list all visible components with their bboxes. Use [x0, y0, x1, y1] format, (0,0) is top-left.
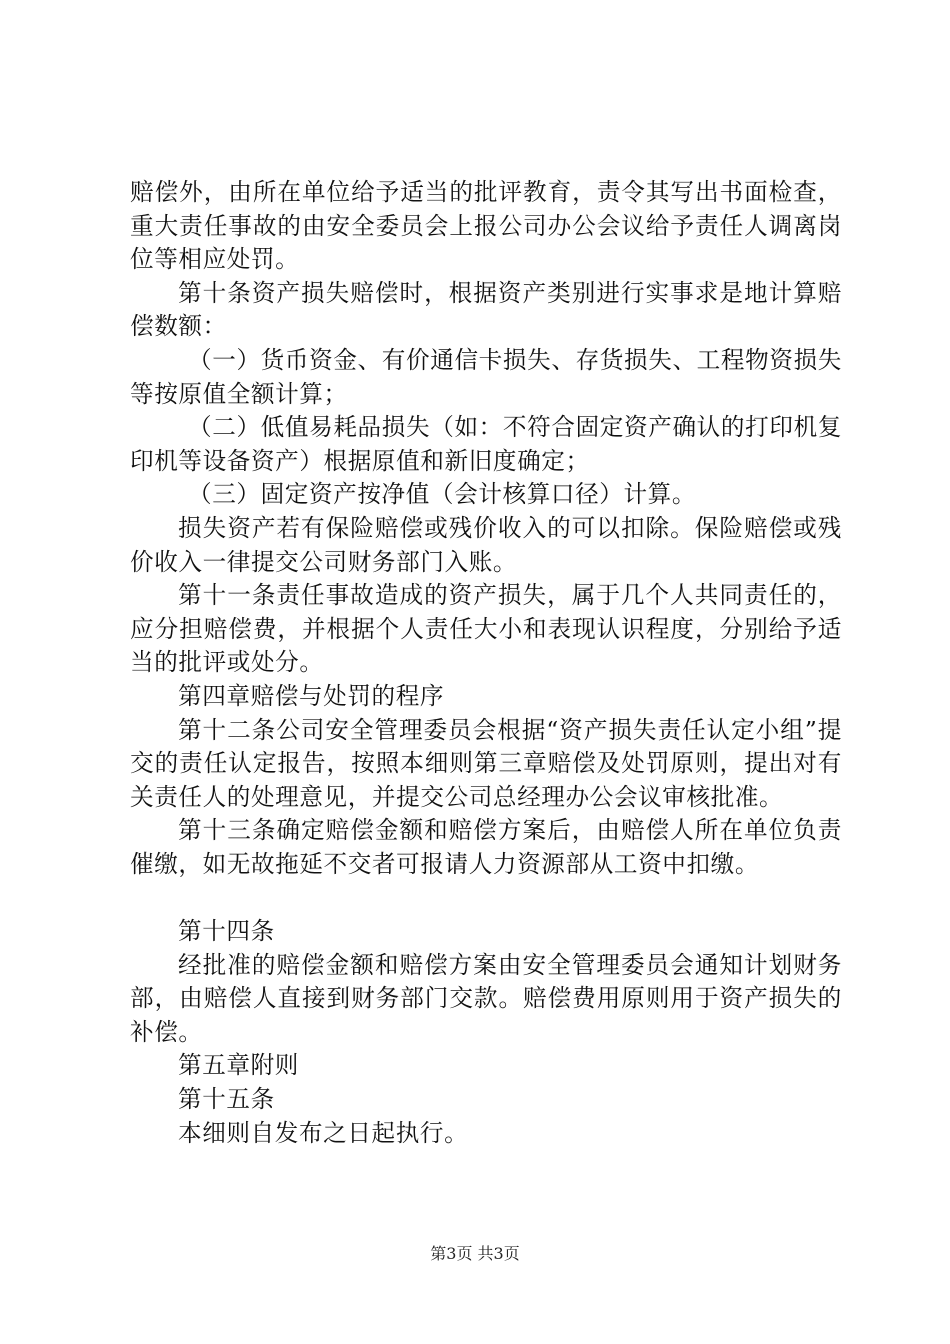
- chapter-heading-4: 第四章赔偿与处罚的程序: [178, 681, 445, 710]
- page-number: 第3页 共3页: [430, 1244, 520, 1263]
- paragraph-item-2: （二）低值易耗品损失（如：不符合固定资产确认的打印机复印机等设备资产）根据原值和新旧度确定；: [130, 413, 842, 475]
- document-body: [130, 176, 842, 1150]
- paragraph-article-11: 第十一条责任事故造成的资产损失，属于几个人共同责任的，应分担赔偿费，并根据个人责任大小和表现认识程度，分别给予适当的批评或处分。: [130, 581, 842, 677]
- paragraph-item-1: （一）货币资金、有价通信卡损失、存货损失、工程物资损失等按原值全额计算；: [130, 345, 842, 408]
- paragraph-article-12: 第十二条公司安全管理委员会根据“资产损失责任认定小组”提交的责任认定报告，按照本细则第三章赔偿及处罚原则，提出对有关责任人的处理意见，并提交公司总经理办公会议审核批准。: [130, 715, 842, 811]
- paragraph-article-14: 经批准的赔偿金额和赔偿方案由安全管理委员会通知计划财务部，由赔偿人直接到财务部门交款。赔偿费用原则用于资产损失的补偿。: [130, 950, 842, 1046]
- paragraph-insurance-deduction: 损失资产若有保险赔偿或残价收入的可以扣除。保险赔偿或残价收入一律提交公司财务部门入账。: [130, 513, 842, 576]
- paragraph-item-3: （三）固定资产按净值（会计核算口径）计算。: [188, 480, 697, 509]
- paragraph-article-13: 第十三条确定赔偿金额和赔偿方案后，由赔偿人所在单位负责催缴，如无故拖延不交者可报请人力资源部从工资中扣缴。: [130, 816, 842, 878]
- paragraph-article-10: 第十条资产损失赔偿时，根据资产类别进行实事求是地计算赔偿数额：: [130, 278, 842, 341]
- article-heading-14: 第十四条: [178, 917, 275, 946]
- page-footer: [0, 1244, 950, 1264]
- chapter-heading-5: 第五章附则: [178, 1051, 299, 1080]
- paragraph-continuation: 赔偿外，由所在单位给予适当的批评教育，责令其写出书面检查，重大责任事故的由安全委员会上报公司办公会议给予责任人调离岗位等相应处罚。: [130, 178, 842, 274]
- paragraph-article-15: 本细则自发布之日起执行。: [178, 1118, 469, 1147]
- article-heading-15: 第十五条: [178, 1085, 275, 1114]
